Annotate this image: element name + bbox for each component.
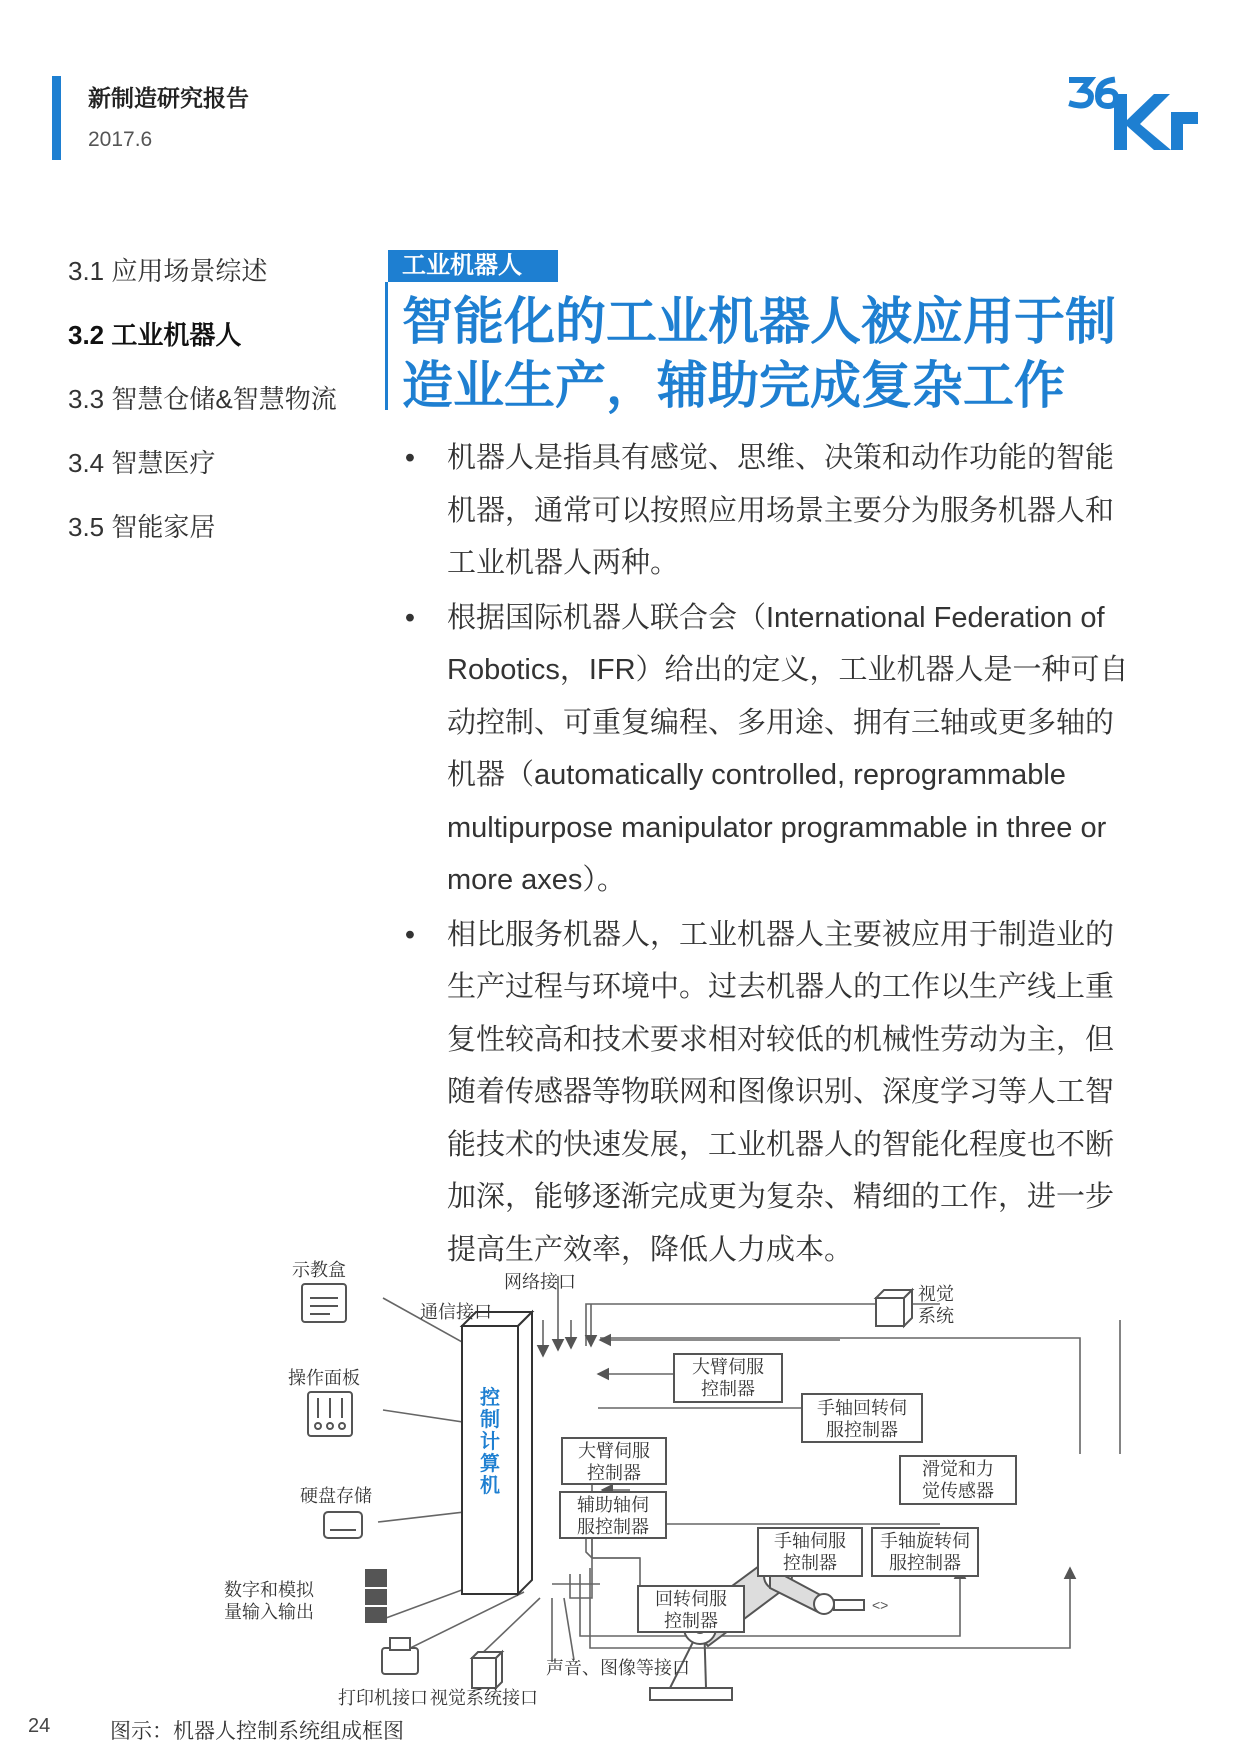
box-rotary-l1: 回转伺服 [655, 1589, 727, 1609]
label-audio-image: 声音、图像等接口 [546, 1658, 690, 1678]
box-slide-sensor-l2: 觉传感器 [922, 1481, 994, 1501]
box-aux-servo-l2: 服控制器 [577, 1517, 649, 1537]
box-wrist-rot-l1: 手轴回转伺 [817, 1398, 907, 1418]
box-wrist-servo-l1: 手轴伺服 [774, 1531, 846, 1551]
label-panel: 操作面板 [288, 1368, 360, 1388]
label-printer: 打印机接口 [338, 1688, 428, 1708]
label-disk: 硬盘存储 [300, 1486, 372, 1506]
label-vision-1: 视觉 [918, 1284, 954, 1304]
bullet-text: 根据国际机器人联合会（International Federation of Robotics，IFR）给出的定义，工业机器人是一种可自动控制、可重复编程、多用途、拥有三轴或更多轴的机器（automatically controlled, reprogrammable multipurpose manipulator programmable in three or more axes）。 [447, 601, 1129, 896]
page-title [402, 290, 1162, 418]
report-date: 2017.6 [88, 128, 153, 151]
bullet-dot: • [404, 918, 416, 951]
toc-item-3-3[interactable]: 3.3 智慧仓储&智慧物流 [68, 384, 337, 414]
label-io-2: 量输入输出 [224, 1602, 314, 1622]
box-rotary-l2: 控制器 [664, 1611, 718, 1631]
box-wrist-spin-l1: 手轴旋转伺 [880, 1531, 970, 1551]
label-io-1: 数字和模拟 [224, 1580, 314, 1600]
label-vision-iface: 视觉系统接口 [430, 1688, 538, 1708]
bullet-item [400, 432, 1136, 590]
figure-caption: 图示：机器人控制系统组成框图 [110, 1720, 404, 1743]
bullet-item [400, 592, 1136, 907]
title-accent-bar [385, 282, 388, 410]
box-wrist-servo-l2: 控制器 [783, 1553, 837, 1573]
table-of-contents [68, 254, 337, 574]
page-number: 24 [28, 1715, 51, 1737]
bullet-dot: • [404, 442, 416, 474]
bullet-list [400, 432, 1136, 1278]
bullet-text: 相比服务机器人，工业机器人主要被应用于制造业的生产过程与环境中。过去机器人的工作以生产线上重复性较高和技术要求相对较低的机械性劳动为主，但随着传感器等物联网和图像识别、深度学习等人工智能技术的快速发展，工业机器人的智能化程度也不断加深，能够逐渐完成更为复杂、精细的工作，进一步提高生产效率，降低人力成本。 [447, 918, 1115, 1266]
header-accent-bar [52, 76, 61, 160]
box-arm-servo-top-l2: 控制器 [701, 1379, 755, 1399]
bullet-dot: • [404, 601, 416, 634]
report-title: 新制造研究报告 [88, 85, 249, 111]
page-title-line-1: 智能化的工业机器人被应用于制 [402, 293, 1117, 350]
bullet-item [400, 909, 1136, 1277]
label-network: 网络接口 [504, 1272, 576, 1292]
box-arm-servo-l2: 控制器 [587, 1463, 641, 1483]
svg-text:<>: <> [872, 1597, 889, 1613]
label-teach-box: 示教盒 [292, 1260, 346, 1280]
label-comm: 通信接口 [420, 1302, 492, 1322]
brand-logo [1068, 74, 1198, 150]
robot-control-diagram [224, 1260, 1160, 1710]
box-arm-servo-l1: 大臂伺服 [578, 1441, 650, 1461]
toc-item-3-5[interactable]: 3.5 智能家居 [68, 512, 216, 542]
label-vision-2: 系统 [918, 1306, 954, 1326]
toc-item-3-2[interactable]: 3.2 工业机器人 [68, 320, 242, 350]
control-computer-label: 控制计算机 [480, 1387, 500, 1497]
box-slide-sensor-l1: 滑觉和力 [922, 1459, 994, 1479]
page-title-line-2: 造业生产，辅助完成复杂工作 [402, 357, 1066, 414]
section-tag: 工业机器人 [388, 250, 558, 282]
toc-item-3-1[interactable]: 3.1 应用场景综述 [68, 256, 268, 286]
box-wrist-spin-l2: 服控制器 [889, 1553, 961, 1573]
bullet-text: 机器人是指具有感觉、思维、决策和动作功能的智能机器，通常可以按照应用场景主要分为服务机器人和工业机器人两种。 [447, 442, 1115, 579]
box-aux-servo-l1: 辅助轴伺 [577, 1495, 649, 1515]
toc-item-3-4[interactable]: 3.4 智慧医疗 [68, 448, 216, 478]
box-arm-servo-top-l1: 大臂伺服 [692, 1357, 764, 1377]
box-wrist-rot-l2: 服控制器 [826, 1420, 898, 1440]
